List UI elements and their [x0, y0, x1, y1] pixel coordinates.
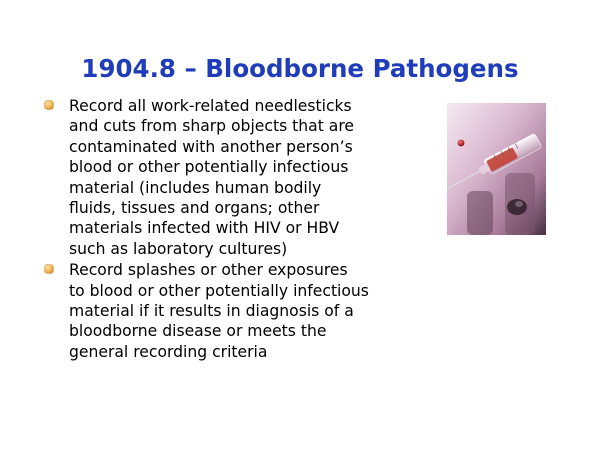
bullet-1-line-6: fluids, tissues and organs; other [69, 199, 320, 218]
bullet-1-line-4: blood or other potentially infectious [69, 158, 349, 177]
bullet-1-line-1: Record all work-related needlesticks [69, 97, 352, 115]
bullet-2-line-5: general recording criteria [69, 342, 268, 361]
bullet-1-line-8: such as laboratory cultures) [69, 239, 288, 258]
bullet-2-line-2: to blood or other potentially infectious [69, 281, 369, 300]
bullet-icon [45, 101, 53, 109]
slide-title: 1904.8 – Bloodborne Pathogens [81, 54, 519, 83]
bullet-2-line-3: material if it results in diagnosis of a [69, 302, 354, 321]
bullet-item-2 [45, 260, 445, 362]
bullet-item-1 [45, 96, 445, 259]
bullet-1-line-7: materials infected with HIV or HBV [69, 219, 340, 238]
bullet-1-line-3: contaminated with another person’s [69, 137, 353, 156]
bullet-list [45, 96, 445, 363]
bullet-1-line-2: and cuts from sharp objects that are [69, 117, 354, 136]
bullet-icon [45, 265, 53, 273]
syringe-photo [447, 103, 546, 235]
syringe-illustration [447, 103, 546, 235]
bullet-2-line-4: bloodborne disease or meets the [69, 322, 327, 341]
bullet-1-line-5: material (includes human bodily [69, 178, 322, 197]
bullet-2-line-1: Record splashes or other exposures [69, 261, 348, 280]
